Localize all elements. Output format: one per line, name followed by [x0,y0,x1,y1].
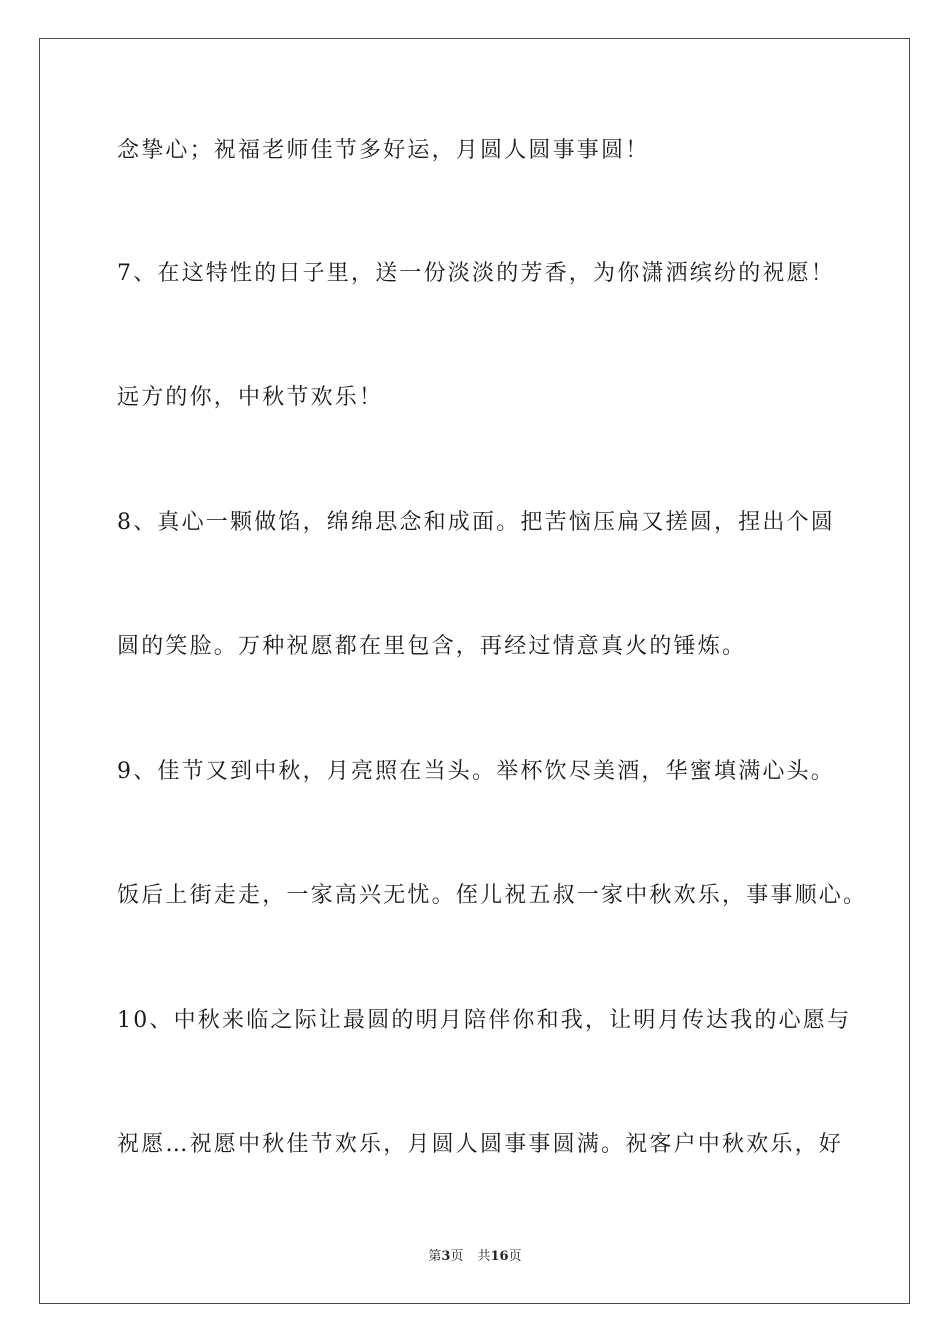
text-line: 远方的你，中秋节欢乐！ [117,385,384,410]
footer-page-suffix: 页 [450,1249,464,1264]
footer-total-suffix: 页 [508,1249,522,1264]
page-footer [0,1248,950,1266]
page-total: 16 [490,1249,509,1264]
text-line: 圆的笑脸。万种祝愿都在里包含，再经过情意真火的锤炼。 [117,634,747,659]
page-number: 3 [441,1249,451,1264]
text-line: 8、真心一颗做馅，绵绵思念和成面。把苦恼压扁又搓圆，捏出个圆 [117,510,835,535]
text-line: 念挚心；祝福老师佳节多好运，月圆人圆事事圆！ [117,138,650,163]
text-line: 9、佳节又到中秋，月亮照在当头。举杯饮尽美酒，华蜜填满心头。 [117,759,835,784]
footer-prefix: 第 [428,1249,442,1264]
text-line: 7、在这特性的日子里，送一份淡淡的芳香，为你潇洒缤纷的祝愿！ [117,261,835,286]
footer-total-prefix: 共 [477,1249,491,1264]
page-border [39,38,910,1304]
text-line: 10、中秋来临之际让最圆的明月陪伴你和我，让明月传达我的心愿与 [117,1008,852,1033]
text-line: 祝愿…祝愿中秋佳节欢乐，月圆人圆事事圆满。祝客户中秋欢乐，好 [117,1132,844,1157]
text-line: 饭后上街走走，一家高兴无忧。侄儿祝五叔一家中秋欢乐，事事顺心。 [117,883,868,908]
